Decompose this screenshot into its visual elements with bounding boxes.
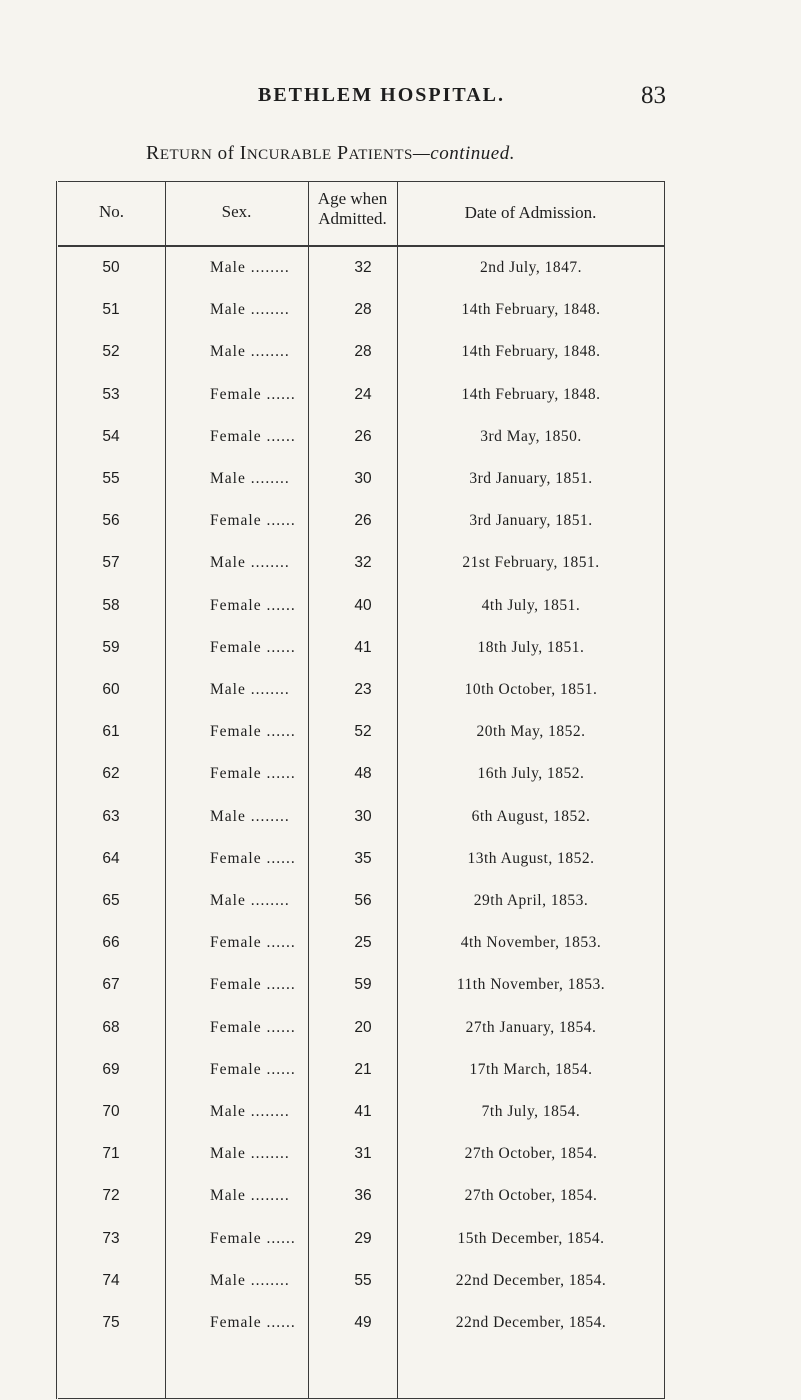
row-admission-date: 16th July, 1852.	[477, 765, 585, 783]
row-number: 50	[102, 259, 120, 276]
table-row	[58, 970, 664, 1000]
row-age: 55	[354, 1271, 372, 1289]
table-row	[58, 1266, 664, 1296]
row-admission-date: 21st February, 1851.	[462, 554, 600, 572]
table-row	[58, 1055, 664, 1085]
row-admission-date: 4th November, 1853.	[460, 934, 602, 952]
table-row	[58, 759, 664, 789]
row-sex: Female ......	[210, 427, 296, 445]
row-sex: Female ......	[210, 1060, 296, 1078]
running-head: BETHLEM HOSPITAL.	[258, 84, 506, 106]
table-row	[58, 548, 664, 578]
title-continued: —continued.	[412, 143, 515, 164]
page-number: 83	[641, 82, 666, 109]
row-sex: Female ......	[210, 385, 296, 403]
row-sex: Female ......	[210, 1229, 296, 1247]
table-row	[58, 380, 664, 410]
title-word-incurable: INCURABLE	[239, 142, 332, 164]
row-admission-date: 27th October, 1854.	[464, 1187, 598, 1205]
row-admission-date: 14th February, 1848.	[461, 385, 601, 403]
row-age: 41	[354, 1103, 372, 1120]
row-number: 57	[102, 554, 120, 572]
header-age: Age when Admitted.	[317, 189, 388, 228]
row-number: 67	[102, 976, 120, 994]
row-number: 65	[102, 892, 120, 909]
header-rule	[58, 245, 664, 247]
title-word-return: RETURN	[146, 142, 213, 164]
table-row	[58, 675, 664, 705]
table-row	[58, 1308, 664, 1338]
row-sex: Female ......	[210, 638, 296, 656]
table-row	[58, 464, 664, 494]
row-number: 64	[102, 849, 120, 867]
row-sex: Female ......	[210, 1314, 296, 1331]
title-word-patients: PATIENTS	[336, 142, 413, 164]
row-age: 41	[354, 638, 372, 656]
bottom-rule	[58, 1398, 664, 1399]
row-number: 60	[102, 681, 120, 698]
row-sex: Female ......	[210, 934, 296, 952]
title-word-of: of	[212, 143, 240, 164]
table-row	[58, 886, 664, 916]
row-admission-date: 14th February, 1848.	[461, 301, 601, 319]
table-row	[58, 1139, 664, 1169]
row-number: 71	[102, 1145, 120, 1163]
table-row	[58, 717, 664, 747]
row-admission-date: 10th October, 1851.	[464, 681, 598, 698]
row-sex: Male ........	[210, 343, 290, 361]
row-age: 26	[354, 512, 372, 530]
table-row	[58, 591, 664, 621]
row-number: 74	[102, 1271, 120, 1289]
row-number: 54	[102, 427, 120, 445]
row-number: 59	[102, 638, 120, 656]
row-admission-date: 3rd May, 1850.	[480, 427, 582, 445]
row-admission-date: 3rd January, 1851.	[469, 512, 593, 530]
row-age: 52	[354, 723, 372, 741]
row-age: 59	[354, 976, 372, 994]
table-row	[58, 802, 664, 832]
row-admission-date: 11th November, 1853.	[456, 976, 606, 994]
row-age: 35	[354, 849, 372, 867]
row-number: 72	[102, 1187, 120, 1205]
row-admission-date: 7th July, 1854.	[481, 1103, 581, 1120]
row-age: 36	[354, 1187, 372, 1205]
header-sex: Sex.	[221, 202, 252, 221]
row-number: 61	[102, 723, 120, 741]
row-age: 32	[354, 554, 372, 572]
table-row	[58, 1013, 664, 1043]
row-age: 24	[354, 385, 372, 403]
row-number: 66	[102, 934, 120, 952]
row-sex: Female ......	[210, 976, 296, 994]
row-age: 48	[354, 765, 372, 783]
row-sex: Male ........	[210, 301, 290, 319]
row-age: 32	[354, 259, 372, 276]
row-admission-date: 13th August, 1852.	[467, 849, 595, 867]
table-row	[58, 928, 664, 958]
row-number: 55	[102, 470, 120, 487]
row-sex: Female ......	[210, 849, 296, 867]
header-date: Date of Admission.	[464, 203, 597, 222]
row-sex: Male ........	[210, 1187, 290, 1205]
row-sex: Male ........	[210, 554, 290, 572]
row-number: 52	[102, 343, 120, 361]
table-row	[58, 1097, 664, 1127]
row-age: 20	[354, 1018, 372, 1036]
row-age: 23	[354, 681, 372, 698]
row-number: 62	[102, 765, 120, 783]
row-age: 30	[354, 470, 372, 487]
row-age: 40	[354, 596, 372, 614]
row-sex: Male ........	[210, 470, 290, 487]
row-admission-date: 2nd July, 1847.	[479, 259, 583, 276]
row-sex: Female ......	[210, 596, 296, 614]
row-admission-date: 6th August, 1852.	[471, 807, 591, 825]
row-admission-date: 27th January, 1854.	[465, 1018, 597, 1036]
table-row	[58, 633, 664, 663]
table-row	[58, 1181, 664, 1211]
row-age: 31	[354, 1145, 372, 1163]
row-admission-date: 27th October, 1854.	[464, 1145, 598, 1163]
row-admission-date: 29th April, 1853.	[473, 892, 589, 909]
row-number: 70	[102, 1103, 120, 1120]
table-row	[58, 422, 664, 452]
table-row	[58, 844, 664, 874]
row-age: 30	[354, 807, 372, 825]
table-row	[58, 337, 664, 367]
left-rule	[56, 181, 57, 1399]
top-rule	[58, 181, 664, 182]
row-number: 58	[102, 596, 120, 614]
row-age: 28	[354, 301, 372, 319]
row-admission-date: 4th July, 1851.	[481, 596, 581, 614]
row-sex: Male ........	[210, 892, 290, 909]
row-sex: Male ........	[210, 681, 290, 698]
row-admission-date: 14th February, 1848.	[461, 343, 601, 361]
row-sex: Male ........	[210, 1145, 290, 1163]
table-row	[58, 506, 664, 536]
header-no: No.	[98, 202, 125, 221]
row-sex: Female ......	[210, 765, 296, 783]
row-number: 51	[102, 301, 120, 319]
row-age: 26	[354, 427, 372, 445]
row-sex: Female ......	[210, 723, 296, 741]
row-sex: Male ........	[210, 259, 290, 276]
table-row	[58, 295, 664, 325]
row-age: 29	[354, 1229, 372, 1247]
row-sex: Female ......	[210, 512, 296, 530]
row-age: 56	[354, 892, 372, 909]
table-row	[58, 1224, 664, 1254]
row-number: 53	[102, 385, 120, 403]
row-age: 21	[354, 1060, 372, 1078]
row-number: 75	[102, 1314, 120, 1331]
table-row	[58, 253, 664, 283]
table-title	[146, 142, 515, 165]
row-admission-date: 17th March, 1854.	[469, 1060, 593, 1078]
row-sex: Male ........	[210, 1271, 290, 1289]
row-admission-date: 22nd December, 1854.	[455, 1271, 607, 1289]
incurable-patients-table	[58, 175, 664, 1400]
row-age: 49	[354, 1314, 372, 1331]
row-admission-date: 22nd December, 1854.	[455, 1314, 607, 1331]
row-admission-date: 20th May, 1852.	[476, 723, 586, 741]
row-sex: Male ........	[210, 807, 290, 825]
row-number: 69	[102, 1060, 120, 1078]
row-number: 68	[102, 1018, 120, 1036]
row-admission-date: 18th July, 1851.	[477, 638, 585, 656]
row-age: 25	[354, 934, 372, 952]
row-number: 63	[102, 807, 120, 825]
row-admission-date: 3rd January, 1851.	[469, 470, 593, 487]
row-admission-date: 15th December, 1854.	[457, 1229, 605, 1247]
row-age: 28	[354, 343, 372, 361]
row-sex: Male ........	[210, 1103, 290, 1120]
row-number: 73	[102, 1229, 120, 1247]
right-rule	[664, 181, 665, 1399]
row-sex: Female ......	[210, 1018, 296, 1036]
row-number: 56	[102, 512, 120, 530]
